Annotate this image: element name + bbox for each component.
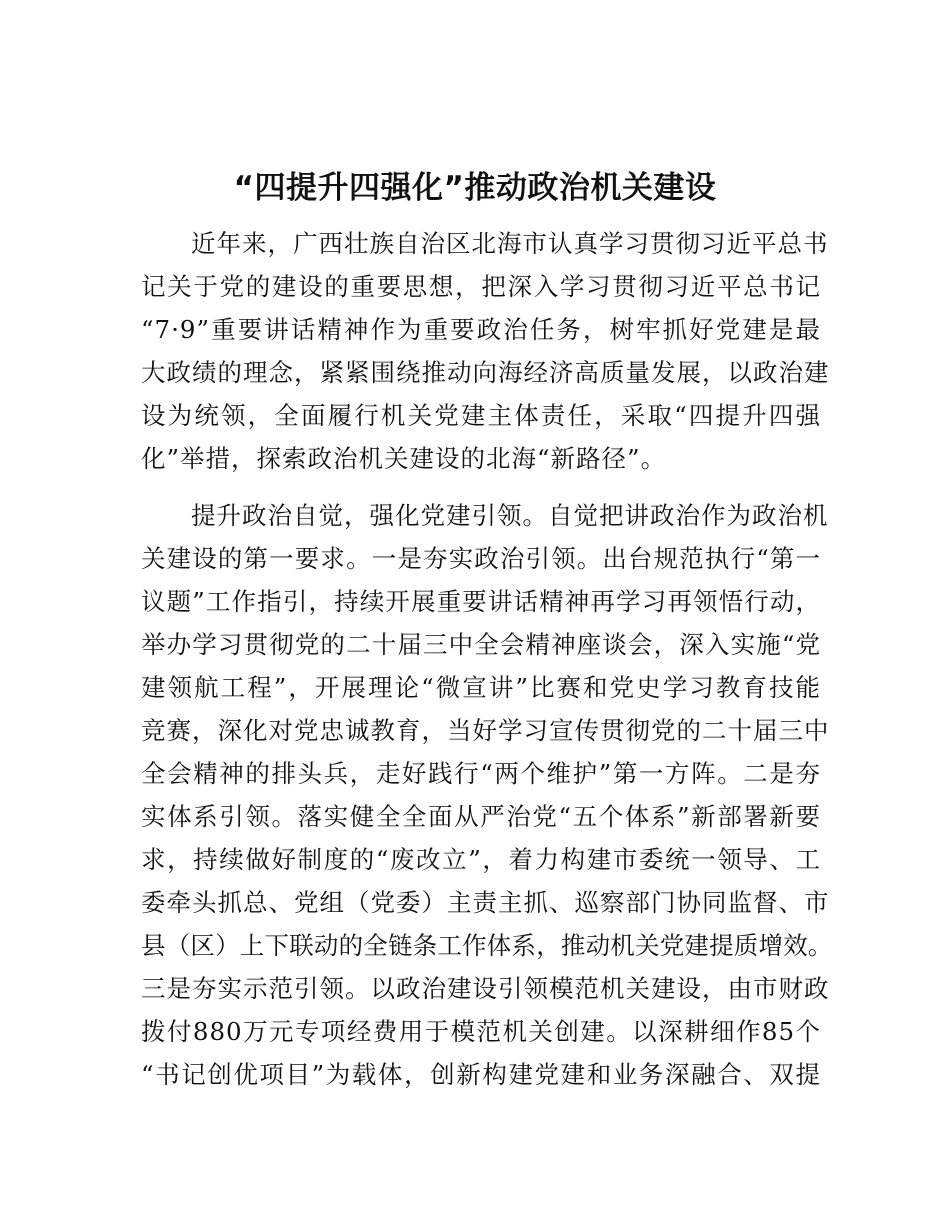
text-line: 三是夯实示范引领。以政治建设引领模范机关建设，由市财政 xyxy=(141,974,830,1003)
text-line: 求，持续做好制度的“废改立”，着力构建市委统一领导、工 xyxy=(141,845,821,874)
text-line: 关建设的第一要求。一是夯实政治引领。出台规范执行“第一 xyxy=(141,544,821,573)
text-line: 设为统领，全面履行机关党建主体责任，采取“四提升四强 xyxy=(141,401,821,430)
text-line: 记关于党的建设的重要思想，把深入学习贯彻习近平总书记 xyxy=(141,272,821,301)
text-line: “书记创优项目”为载体，创新构建党建和业务深融合、双提 xyxy=(141,1060,821,1089)
paragraph-intro xyxy=(141,222,830,480)
text-line: 举办学习贯彻党的二十届三中全会精神座谈会，深入实施“党 xyxy=(141,630,821,659)
text-line: 提升政治自觉，强化党建引领。自觉把讲政治作为政治机 xyxy=(191,501,829,530)
paragraph-political-awareness xyxy=(141,494,833,1096)
text-line: 拨付880万元专项经费用于模范机关创建。以深耕细作85个 xyxy=(141,1017,821,1046)
text-line: 化”举措，探索政治机关建设的北海“新路径”。 xyxy=(141,444,667,473)
text-line: “7·9”重要讲话精神作为重要政治任务，树牢抓好党建是最 xyxy=(141,315,821,344)
document-title: “四提升四强化”推动政治机关建设 xyxy=(233,170,717,206)
text-line: 议题”工作指引，持续开展重要讲话精神再学习再领悟行动， xyxy=(141,587,821,616)
text-line: 委牵头抓总、党组（党委）主责主抓、巡察部门协同监督、市 xyxy=(141,888,830,917)
text-line: 全会精神的排头兵，走好践行“两个维护”第一方阵。二是夯 xyxy=(141,759,821,788)
text-line: 近年来，广西壮族自治区北海市认真学习贯彻习近平总书 xyxy=(191,229,829,258)
document-body xyxy=(141,222,833,1096)
text-line: 建领航工程”，开展理论“微宣讲”比赛和党史学习教育技能 xyxy=(141,673,821,702)
text-line: 县（区）上下联动的全链条工作体系，推动机关党建提质增效。 xyxy=(141,931,833,960)
text-line: 大政绩的理念，紧紧围绕推动向海经济高质量发展，以政治建 xyxy=(141,358,830,387)
text-line: 竞赛，深化对党忠诚教育，当好学习宣传贯彻党的二十届三中 xyxy=(141,716,830,745)
text-line: 实体系引领。落实健全全面从严治党“五个体系”新部署新要 xyxy=(141,802,821,831)
